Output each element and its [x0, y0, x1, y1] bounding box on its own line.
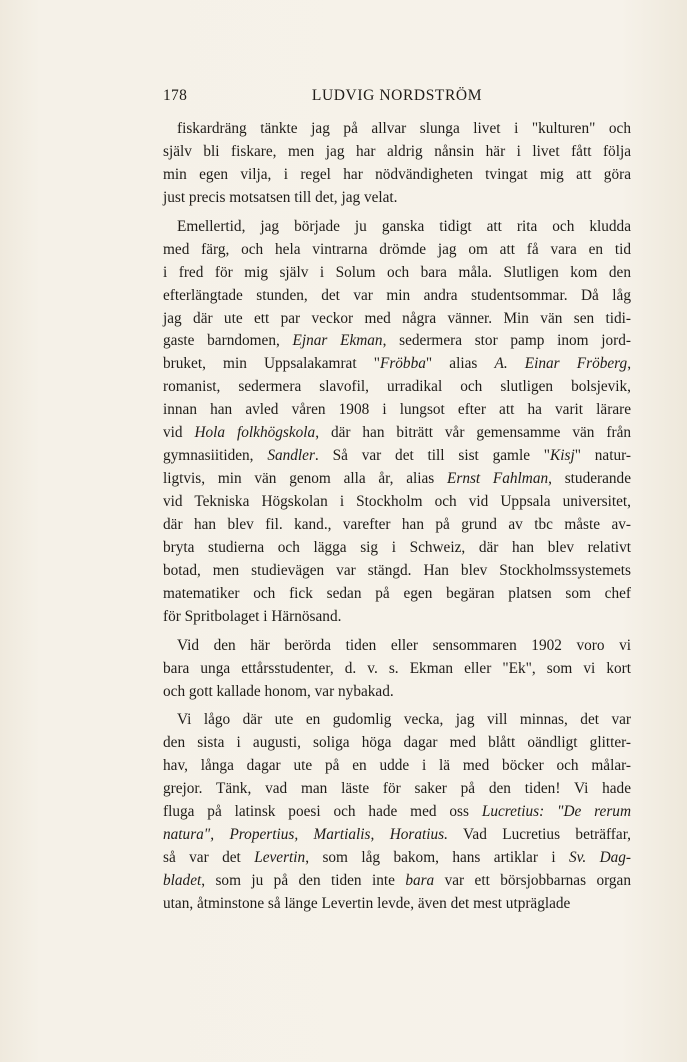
text-line: med färg, och hela vintrarna drömde jag om att få vara en tid [163, 240, 631, 258]
running-title: LUDVIG NORDSTRÖM [311, 87, 483, 104]
text-line: gaste barndomen, Ejnar Ekman, sedermera stor pamp inom jord- [163, 332, 632, 350]
text-line: bara unga ettårsstudenter, d. v. s. Ekman eller "Ek", som vi kort [163, 659, 631, 677]
text-line: hav, långa dagar ute på en udde i lä med böcker och målar- [163, 757, 631, 775]
text-line: innan han avled våren 1908 i lungsot efter att ha varit lärare [163, 401, 631, 419]
text-line: natura", Propertius, Martialis, Horatius. Vad Lucretius beträffar, [163, 826, 631, 844]
italic-text: Kisj [550, 447, 575, 465]
paragraph [163, 709, 631, 915]
text-line: fiskardräng tänkte jag på allvar slunga livet i "kulturen" och [177, 120, 631, 137]
text-line: jag där ute ett par veckor med några vänner. Min vän sen tidi- [163, 309, 631, 327]
text-line: och gott kallade honom, var nybakad. [163, 682, 394, 700]
text-line: vid Tekniska Högskolan i Stockholm och vid Uppsala universitet, [163, 493, 631, 510]
text-line: gymnasiitiden, Sandler. Så var det till sist gamle "Kisj" natur- [163, 447, 631, 465]
italic-text: Sv. Dag- [569, 849, 632, 867]
text-line: bruket, min Uppsalakamrat "Fröbba" alias A. Einar Fröberg, [163, 355, 632, 373]
text-line: bryta studierna och lägga sig i Schweiz, där han blev relativt [163, 538, 631, 556]
text-line: där han blev fil. kand., varefter han på grund av tbc måste av- [163, 515, 631, 533]
text-line: fluga på latinsk poesi och hade med oss Lucretius: "De rerum [163, 803, 631, 821]
italic-text: Lucretius: "De rerum [481, 803, 631, 821]
text-line: romanist, sedermera slavofil, urradikal och slutligen bolsjevik, [163, 378, 631, 396]
paragraph [163, 118, 631, 210]
text-line: matematiker och fick sedan på egen begäran platsen som chef [163, 584, 631, 602]
text-line: efterlängtade stunden, det var min andra studentsommar. Då låg [163, 286, 631, 304]
text-line: så var det Levertin, som låg bakom, hans artiklar i Sv. Dag- [163, 849, 632, 867]
italic-text: Fröbba [379, 355, 426, 373]
body-text [163, 118, 631, 916]
text-line: bladet, som ju på den tiden inte bara var ett börsjobbarnas organ [163, 872, 631, 889]
text-line: Vid den här berörda tiden eller sensommaren 1902 voro vi [177, 636, 631, 654]
text-line: den sista i augusti, soliga höga dagar med blått oändligt glitter- [163, 734, 631, 752]
italic-text: A. Einar Fröberg [494, 355, 628, 373]
italic-text: Ernst Fahlman [447, 470, 549, 488]
text-line: vid Hola folkhögskola, där han biträtt vår gemensamme vän från [163, 424, 632, 442]
italic-text: Hola folkhögskola [194, 424, 316, 442]
paragraph [163, 216, 631, 629]
italic-text: bladet [163, 872, 202, 889]
page-number: 178 [163, 87, 188, 104]
text-line: Emellertid, jag började ju ganska tidigt att rita och kludda [177, 217, 631, 235]
italic-text: Levertin [254, 849, 306, 867]
italic-text: Ejnar Ekman [292, 332, 383, 350]
text-line: för Spritbolaget i Härnösand. [163, 607, 342, 625]
text-line: botad, men studievägen var stängd. Han blev Stockholmssystemets [163, 561, 631, 579]
text-line: min egen vilja, i regel har nödvändigheten tvingat mig att göra [163, 165, 631, 183]
text-line: i fred för mig själv i Solum och bara måla. Slutligen kom den [163, 263, 631, 281]
italic-text: bara [405, 872, 435, 889]
text-line: grejor. Tänk, vad man läste för saker på den tiden! Vi hade [163, 780, 631, 798]
text-line: Vi lågo där ute en gudomlig vecka, jag vill minnas, det var [177, 711, 631, 729]
text-line: ligtvis, min vän genom alla år, alias Ernst Fahlman, studerande [163, 470, 631, 488]
italic-text: Sandler [267, 447, 315, 465]
text-line: utan, åtminstone så länge Levertin levde, även det mest utpräglade [163, 894, 571, 912]
italic-text: natura", Propertius, Martialis, Horatius. [163, 826, 448, 844]
paragraph [163, 635, 631, 704]
text-line: själv bli fiskare, men jag har aldrig nånsin här i livet fått följa [163, 142, 631, 160]
text-line: just precis motsatsen till det, jag velat. [163, 188, 398, 206]
